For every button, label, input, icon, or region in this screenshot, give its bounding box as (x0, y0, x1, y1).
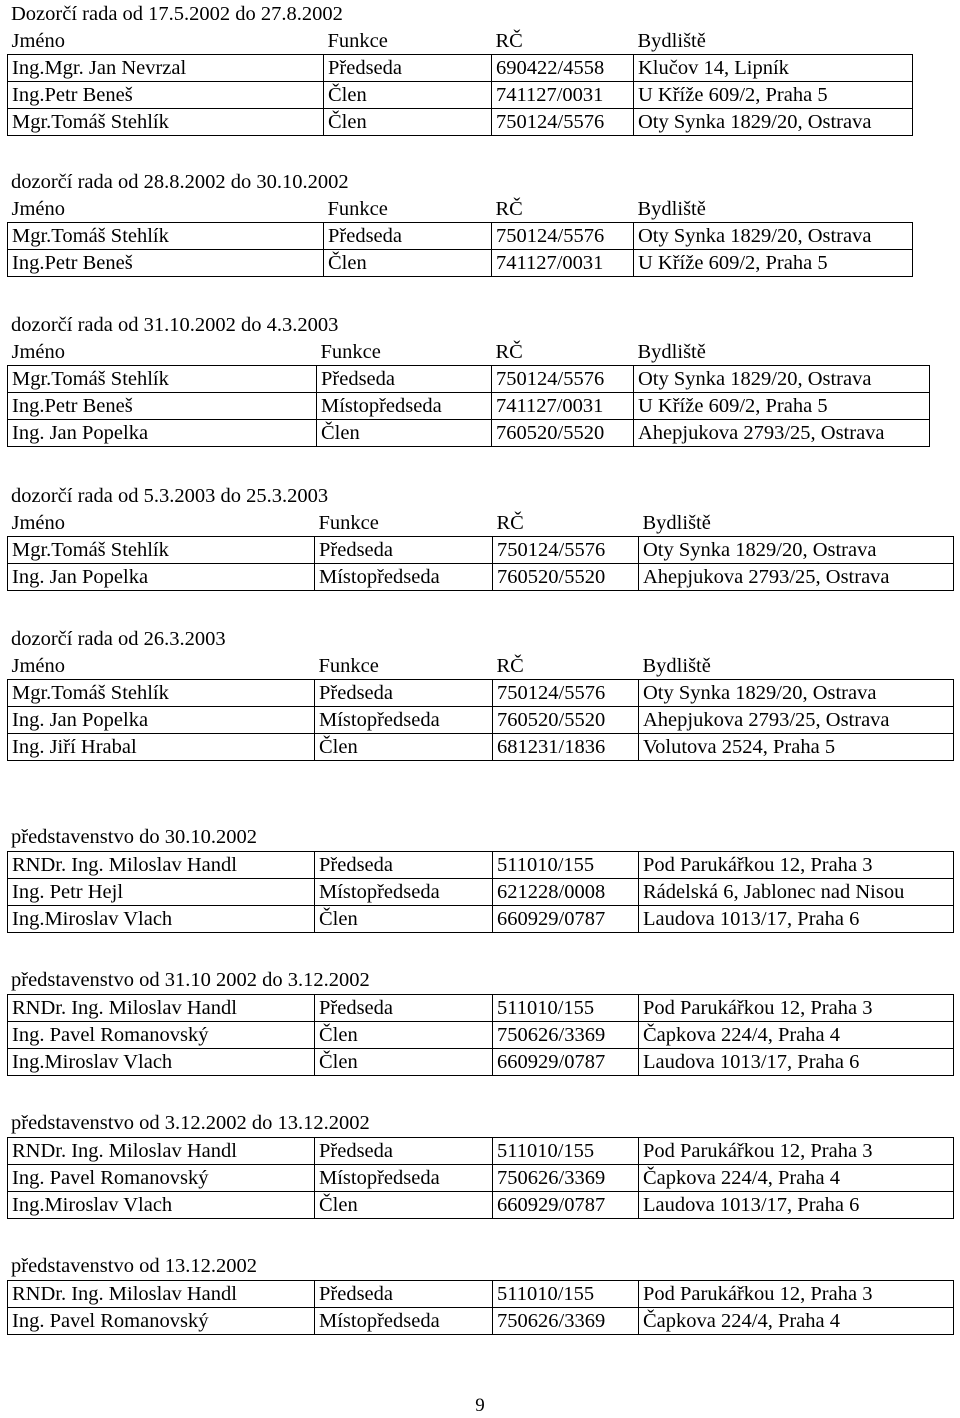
table-row (8, 420, 930, 447)
member-name: Ing.Miroslav Vlach (8, 1049, 315, 1076)
member-role: Člen (324, 250, 492, 277)
member-address: Ahepjukova 2793/25, Ostrava (639, 564, 954, 591)
member-role: Člen (315, 1049, 493, 1076)
member-address: Klučov 14, Lipník (634, 55, 913, 82)
members-table (7, 994, 954, 1076)
column-header-role: Funkce (317, 339, 492, 366)
member-id: 660929/0787 (493, 1192, 639, 1219)
column-header-address: Bydliště (639, 653, 954, 680)
column-header-name: Jméno (8, 196, 324, 223)
member-address: Oty Synka 1829/20, Ostrava (634, 366, 930, 393)
member-name: Ing.Petr Beneš (8, 82, 324, 109)
board-of-directors-section-1 (7, 823, 954, 933)
member-id: 760520/5520 (493, 707, 639, 734)
section-title: Dozorčí rada od 17.5.2002 do 27.8.2002 (11, 3, 343, 25)
member-address: Volutova 2524, Praha 5 (639, 734, 954, 761)
member-address: U Kříže 609/2, Praha 5 (634, 250, 913, 277)
column-header-id: RČ (492, 196, 634, 223)
table-row (8, 82, 913, 109)
table-row (8, 537, 954, 564)
column-header-address: Bydliště (634, 339, 930, 366)
member-name: Ing. Jan Popelka (8, 707, 315, 734)
member-role: Člen (315, 906, 493, 933)
members-table (7, 851, 954, 933)
member-name: Ing. Petr Hejl (8, 879, 315, 906)
member-role: Člen (315, 734, 493, 761)
table-row (8, 1022, 954, 1049)
member-address: Rádelská 6, Jablonec nad Nisou (639, 879, 954, 906)
member-name: Ing.Miroslav Vlach (8, 1192, 315, 1219)
column-header-id: RČ (492, 339, 634, 366)
column-header-name: Jméno (8, 339, 317, 366)
member-id: 660929/0787 (493, 1049, 639, 1076)
member-address: U Kříže 609/2, Praha 5 (634, 82, 913, 109)
member-name: Ing. Jan Popelka (8, 420, 317, 447)
member-role: Předseda (324, 223, 492, 250)
member-name: RNDr. Ing. Miloslav Handl (8, 852, 315, 879)
member-name: Ing. Pavel Romanovský (8, 1308, 315, 1335)
member-id: 690422/4558 (492, 55, 634, 82)
table-row (8, 995, 954, 1022)
table-row (8, 55, 913, 82)
member-role: Předseda (315, 995, 493, 1022)
member-role: Člen (315, 1192, 493, 1219)
column-header-id: RČ (493, 653, 639, 680)
table-row (8, 250, 913, 277)
member-id: 750124/5576 (493, 537, 639, 564)
table-header-row (8, 28, 913, 55)
table-row (8, 906, 954, 933)
supervisory-board-section-2 (7, 168, 913, 277)
member-id: 741127/0031 (492, 393, 634, 420)
column-header-id: RČ (492, 28, 634, 55)
member-name: Ing. Pavel Romanovský (8, 1165, 315, 1192)
column-header-id: RČ (493, 510, 639, 537)
member-role: Předseda (315, 852, 493, 879)
member-name: Mgr.Tomáš Stehlík (8, 223, 324, 250)
member-name: RNDr. Ing. Miloslav Handl (8, 1281, 315, 1308)
member-address: Oty Synka 1829/20, Ostrava (634, 223, 913, 250)
section-title: představenstvo do 30.10.2002 (11, 826, 257, 848)
member-name: Mgr.Tomáš Stehlík (8, 680, 315, 707)
member-id: 660929/0787 (493, 906, 639, 933)
member-role: Předseda (315, 1138, 493, 1165)
table-header-row (8, 196, 913, 223)
members-table (7, 1280, 954, 1335)
section-title: dozorčí rada od 28.8.2002 do 30.10.2002 (11, 171, 349, 193)
column-header-role: Funkce (324, 28, 492, 55)
member-name: Mgr.Tomáš Stehlík (8, 109, 324, 136)
board-of-directors-section-3 (7, 1109, 954, 1219)
members-table (7, 196, 913, 277)
table-row (8, 852, 954, 879)
member-id: 750626/3369 (493, 1308, 639, 1335)
member-address: Čapkova 224/4, Praha 4 (639, 1022, 954, 1049)
members-table (7, 339, 930, 447)
member-id: 760520/5520 (493, 564, 639, 591)
member-name: Ing. Jan Popelka (8, 564, 315, 591)
table-row (8, 707, 954, 734)
column-header-role: Funkce (324, 196, 492, 223)
board-of-directors-section-2 (7, 966, 954, 1076)
section-title: představenstvo od 31.10 2002 do 3.12.2002 (11, 969, 370, 991)
member-name: Ing.Petr Beneš (8, 250, 324, 277)
member-name: Mgr.Tomáš Stehlík (8, 366, 317, 393)
table-header-row (8, 653, 954, 680)
member-address: Pod Parukářkou 12, Praha 3 (639, 1138, 954, 1165)
member-id: 741127/0031 (492, 82, 634, 109)
table-row (8, 564, 954, 591)
table-row (8, 734, 954, 761)
member-id: 750124/5576 (493, 680, 639, 707)
members-table (7, 510, 954, 591)
table-row (8, 879, 954, 906)
member-role: Člen (315, 1022, 493, 1049)
member-role: Místopředseda (317, 393, 492, 420)
member-id: 750626/3369 (493, 1165, 639, 1192)
member-role: Místopředseda (315, 564, 493, 591)
table-row (8, 1281, 954, 1308)
column-header-address: Bydliště (634, 196, 913, 223)
member-role: Předseda (324, 55, 492, 82)
member-address: U Kříže 609/2, Praha 5 (634, 393, 930, 420)
member-id: 750124/5576 (492, 366, 634, 393)
member-id: 750124/5576 (492, 109, 634, 136)
member-name: RNDr. Ing. Miloslav Handl (8, 995, 315, 1022)
member-id: 511010/155 (493, 1138, 639, 1165)
column-header-name: Jméno (8, 653, 315, 680)
member-address: Laudova 1013/17, Praha 6 (639, 906, 954, 933)
table-header-row (8, 510, 954, 537)
member-role: Předseda (315, 680, 493, 707)
member-address: Oty Synka 1829/20, Ostrava (634, 109, 913, 136)
table-row (8, 366, 930, 393)
member-id: 750124/5576 (492, 223, 634, 250)
member-name: Mgr.Tomáš Stehlík (8, 537, 315, 564)
member-role: Předseda (317, 366, 492, 393)
member-id: 750626/3369 (493, 1022, 639, 1049)
table-row (8, 1192, 954, 1219)
table-row (8, 1138, 954, 1165)
member-address: Čapkova 224/4, Praha 4 (639, 1165, 954, 1192)
member-address: Pod Parukářkou 12, Praha 3 (639, 1281, 954, 1308)
members-table (7, 1137, 954, 1219)
member-name: Ing. Pavel Romanovský (8, 1022, 315, 1049)
column-header-name: Jméno (8, 28, 324, 55)
member-id: 681231/1836 (493, 734, 639, 761)
member-id: 741127/0031 (492, 250, 634, 277)
member-role: Místopředseda (315, 1308, 493, 1335)
member-id: 511010/155 (493, 852, 639, 879)
member-name: Ing.Mgr. Jan Nevrzal (8, 55, 324, 82)
table-row (8, 1308, 954, 1335)
section-title: dozorčí rada od 5.3.2003 do 25.3.2003 (11, 485, 329, 507)
member-address: Ahepjukova 2793/25, Ostrava (634, 420, 930, 447)
member-address: Laudova 1013/17, Praha 6 (639, 1049, 954, 1076)
member-role: Předseda (315, 1281, 493, 1308)
board-of-directors-section-4 (7, 1252, 954, 1335)
member-address: Laudova 1013/17, Praha 6 (639, 1192, 954, 1219)
section-title: představenstvo od 3.12.2002 do 13.12.2002 (11, 1112, 370, 1134)
member-name: Ing.Miroslav Vlach (8, 906, 315, 933)
members-table (7, 653, 954, 761)
column-header-role: Funkce (315, 510, 493, 537)
member-role: Člen (317, 420, 492, 447)
column-header-address: Bydliště (639, 510, 954, 537)
member-name: Ing. Jiří Hrabal (8, 734, 315, 761)
section-title: představenstvo od 13.12.2002 (11, 1255, 257, 1277)
page-number: 9 (475, 1395, 485, 1416)
table-header-row (8, 339, 930, 366)
section-title: dozorčí rada od 26.3.2003 (11, 628, 226, 650)
member-address: Čapkova 224/4, Praha 4 (639, 1308, 954, 1335)
table-row (8, 393, 930, 420)
section-title: dozorčí rada od 31.10.2002 do 4.3.2003 (11, 314, 339, 336)
member-id: 511010/155 (493, 1281, 639, 1308)
column-header-role: Funkce (315, 653, 493, 680)
member-address: Pod Parukářkou 12, Praha 3 (639, 852, 954, 879)
supervisory-board-section-3 (7, 311, 930, 447)
supervisory-board-section-4 (7, 482, 954, 591)
member-address: Oty Synka 1829/20, Ostrava (639, 680, 954, 707)
member-role: Člen (324, 109, 492, 136)
supervisory-board-section-1 (7, 0, 913, 136)
member-role: Místopředseda (315, 1165, 493, 1192)
member-address: Ahepjukova 2793/25, Ostrava (639, 707, 954, 734)
table-row (8, 223, 913, 250)
member-role: Místopředseda (315, 879, 493, 906)
table-row (8, 1165, 954, 1192)
member-name: Ing.Petr Beneš (8, 393, 317, 420)
column-header-address: Bydliště (634, 28, 913, 55)
member-role: Předseda (315, 537, 493, 564)
member-id: 621228/0008 (493, 879, 639, 906)
supervisory-board-section-5 (7, 625, 954, 761)
member-name: RNDr. Ing. Miloslav Handl (8, 1138, 315, 1165)
table-row (8, 109, 913, 136)
column-header-name: Jméno (8, 510, 315, 537)
member-role: Místopředseda (315, 707, 493, 734)
member-id: 760520/5520 (492, 420, 634, 447)
member-address: Pod Parukářkou 12, Praha 3 (639, 995, 954, 1022)
table-row (8, 680, 954, 707)
member-role: Člen (324, 82, 492, 109)
members-table (7, 28, 913, 136)
member-address: Oty Synka 1829/20, Ostrava (639, 537, 954, 564)
table-row (8, 1049, 954, 1076)
member-id: 511010/155 (493, 995, 639, 1022)
